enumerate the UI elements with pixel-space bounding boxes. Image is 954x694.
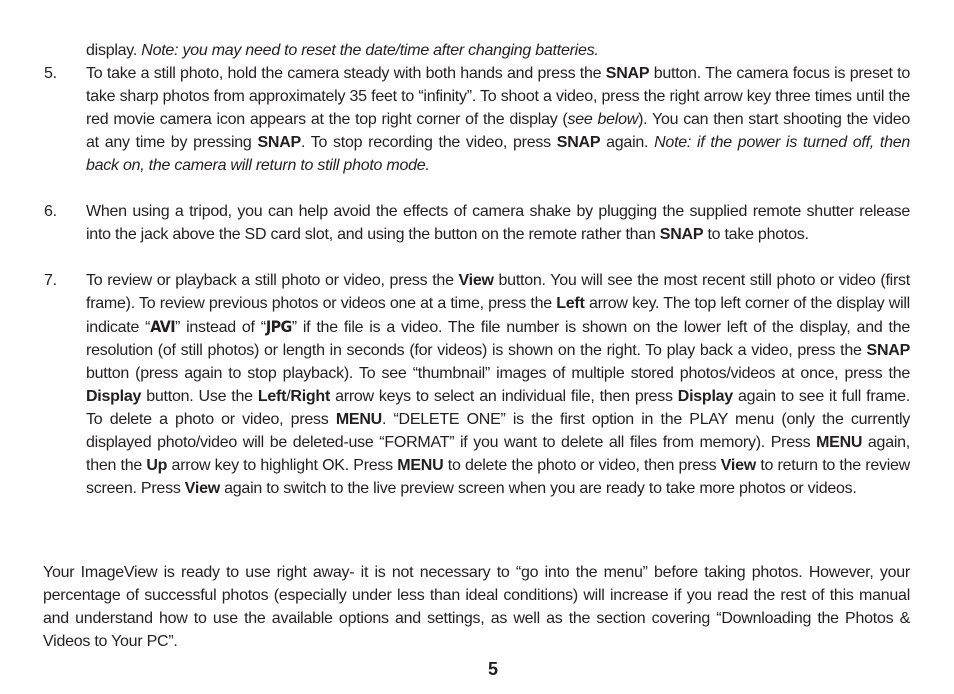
text-run: To review or playback a still photo or video, press the — [86, 272, 459, 289]
display-keyword: Display — [86, 388, 142, 405]
text-run: To take a still photo, hold the camera steady with both hands and press the — [86, 65, 606, 82]
text-run: . “DELETE ONE” is the first option in the PLAY menu (only the currently displayed photo/video will be deleted-use “FORMAT” if you want to delete all files from memory). Press — [86, 411, 910, 451]
text-run: . To stop recording the video, press — [300, 134, 557, 151]
list-item-number: 7. — [44, 272, 57, 289]
text-run: to return to the review screen. Press — [86, 457, 910, 497]
text-run: button. You will see the most recent still photo or video (first frame). To review previous photos or videos one at a time, press the — [86, 272, 910, 312]
list-item-text — [86, 62, 910, 177]
text-run: button. The camera focus is preset to take sharp photos from approximately 35 feet to “infinity”. To shoot a video, press the right arrow key three times until the red movie camera icon appears at the top right corner of the display ( — [86, 65, 910, 128]
text-run: When using a tripod, you can help avoid the effects of camera shake by plugging the supplied remote shutter release into the jack above the SD card slot, and using the button on the remote rather than — [86, 203, 910, 243]
menu-keyword: MENU — [397, 457, 444, 474]
text-run: ). You can then start shooting the video at any time by pressing — [86, 111, 911, 151]
text-run: again to switch to the live preview screen when you are ready to take more photos or videos. — [219, 480, 857, 497]
battery-note: Note: you may need to reset the date/time after changing batteries. — [141, 42, 599, 59]
avi-indicator: AVI — [150, 317, 175, 336]
right-keyword: Right — [290, 388, 331, 405]
text-run: to take photos. — [703, 226, 809, 243]
text-run: to delete the photo or video, then press — [443, 457, 721, 474]
snap-keyword: SNAP — [556, 134, 601, 151]
continued-text: display. — [86, 42, 142, 59]
list-item-text — [86, 200, 910, 246]
view-keyword: View — [184, 480, 220, 497]
text-run: / — [286, 388, 291, 405]
menu-keyword: MENU — [816, 434, 863, 451]
text-run: arrow key. The top left corner of the display will indicate “ — [86, 295, 910, 336]
text-run: ” instead of “ — [174, 319, 266, 336]
left-keyword: Left — [257, 388, 287, 405]
view-keyword: View — [720, 457, 756, 474]
continued-step-text — [86, 39, 910, 62]
text-run: again, then the — [86, 434, 910, 474]
jpg-indicator: JPG — [265, 317, 292, 336]
snap-keyword: SNAP — [866, 342, 910, 359]
see-below-note: see below — [567, 111, 639, 128]
text-run: ” if the file is a video. The file number is shown on the lower left of the display, and the resolution (of still photos) or length in seconds (for videos) is shown on the right. To play back a video, press the — [86, 319, 910, 359]
menu-keyword: MENU — [335, 411, 382, 428]
text-run: arrow key to highlight OK. Press — [167, 457, 398, 474]
up-keyword: Up — [146, 457, 168, 474]
page-number: 5 — [487, 659, 498, 679]
list-item-number: 5. — [44, 65, 57, 82]
display-keyword: Display — [677, 388, 733, 405]
text-run: again to see it full frame. To delete a photo or video, press — [86, 388, 910, 428]
list-item-text — [86, 269, 910, 500]
text-run: button (press again to stop playback). To see “thumbnail” images of multiple stored photos/videos at once, press the — [86, 365, 910, 382]
power-note: Note: if the power is turned off, then back on, the camera will return to still photo mode. — [86, 134, 911, 174]
text-run: arrow keys to select an individual file, then press — [330, 388, 678, 405]
text-run: again. — [600, 134, 655, 151]
text-run: button. Use the — [141, 388, 258, 405]
closing-paragraph: Your ImageView is ready to use right away- it is not necessary to “go into the menu” before taking photos. However, your percentage of successful photos (especially under less than ideal conditions) will increase if you read the rest of this manual and understand how to use the available options and settings, as well as the section covering “Downloading the Photos & Videos to Your PC”. — [43, 564, 910, 650]
snap-keyword: SNAP — [659, 226, 704, 243]
list-item-number: 6. — [44, 203, 57, 220]
left-keyword: Left — [556, 295, 585, 312]
snap-keyword: SNAP — [257, 134, 301, 151]
snap-keyword: SNAP — [605, 65, 650, 82]
view-keyword: View — [458, 272, 494, 289]
